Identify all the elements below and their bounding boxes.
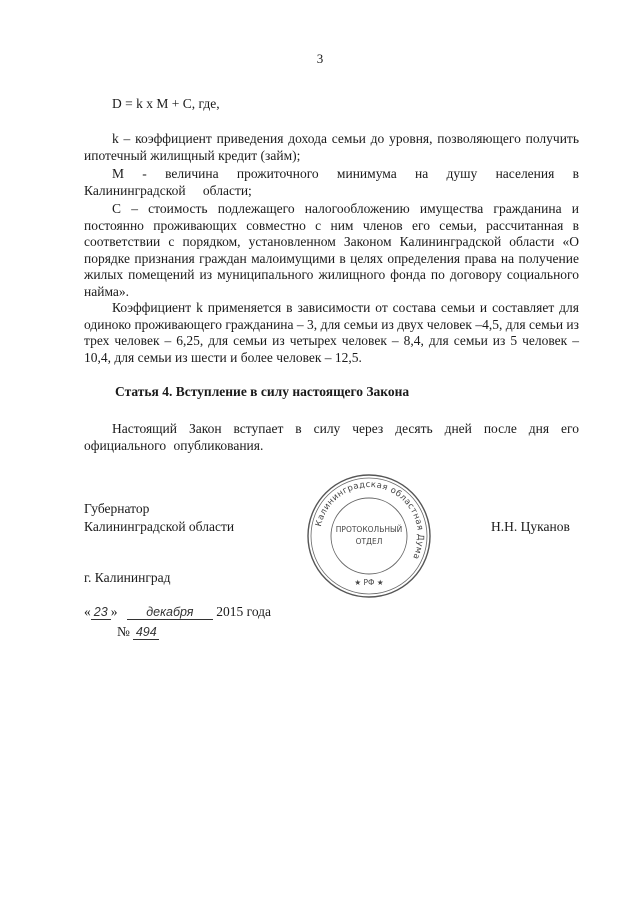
signature-title-line2: Калининградской области (84, 519, 235, 534)
signatory-name: Н.Н. Цуканов (491, 519, 570, 534)
stamp-center-line2: ОТДЕЛ (355, 537, 383, 546)
paragraph-k-values: Коэффициент k применяется в зависимости от состава семьи и составляет для одиноко проживающего гражданина – 3, для семьи из двух человек –4,5, для семьи из трех человек – 6,25, для семьи из четырех человек – 8,4, для семьи из 5 человек – 10,4, для семьи из шести и более человек – 12,5. (84, 300, 579, 365)
signature-title-line1: Губернатор (84, 501, 150, 516)
date-day: 23 (91, 605, 111, 620)
official-stamp (305, 472, 433, 600)
article-heading: Статья 4. Вступление в силу настоящего Закона (115, 384, 410, 399)
date-year: 2015 года (216, 604, 272, 619)
article-text: Настоящий Закон вступает в силу через десять дней после дня его официального опубликования. (84, 421, 579, 453)
number-value: 494 (133, 625, 159, 640)
place: г. Калининград (84, 570, 171, 585)
number-prefix: № (117, 624, 130, 639)
page-number: 3 (316, 51, 324, 66)
number-line (117, 624, 159, 640)
stamp-center-line1: ПРОТОКОЛЬНЫЙ (335, 525, 403, 534)
date-line (84, 604, 271, 620)
stamp-bottom: ★ РФ ★ (354, 578, 384, 587)
paragraph-c-definition: С – стоимость подлежащего налогообложению имущества гражданина и постоянно проживающих совместно с ним членов его семьи, рассчитанная в соответствии с порядком, установленном Законом Калининградской области «О порядке признания граждан малоимущими в целях определения права на получение жилых помещений из муниципального жилищного фонда по договору социального найма». (84, 201, 579, 299)
date-close-quote: » (110, 604, 118, 619)
date-open-quote: « (84, 604, 91, 619)
paragraph-m-definition: М - величина прожиточного минимума на душу населения в Калининградской области; (84, 166, 579, 198)
date-month: декабря (127, 605, 213, 620)
formula: D = k x M + C, где, (112, 96, 220, 111)
stamp-ring-text: Калининградская областная Дума (313, 479, 426, 561)
paragraph-k-definition: k – коэффициент приведения дохода семьи до уровня, позволяющего получить ипотечный жилищный кредит (займ); (84, 131, 579, 163)
